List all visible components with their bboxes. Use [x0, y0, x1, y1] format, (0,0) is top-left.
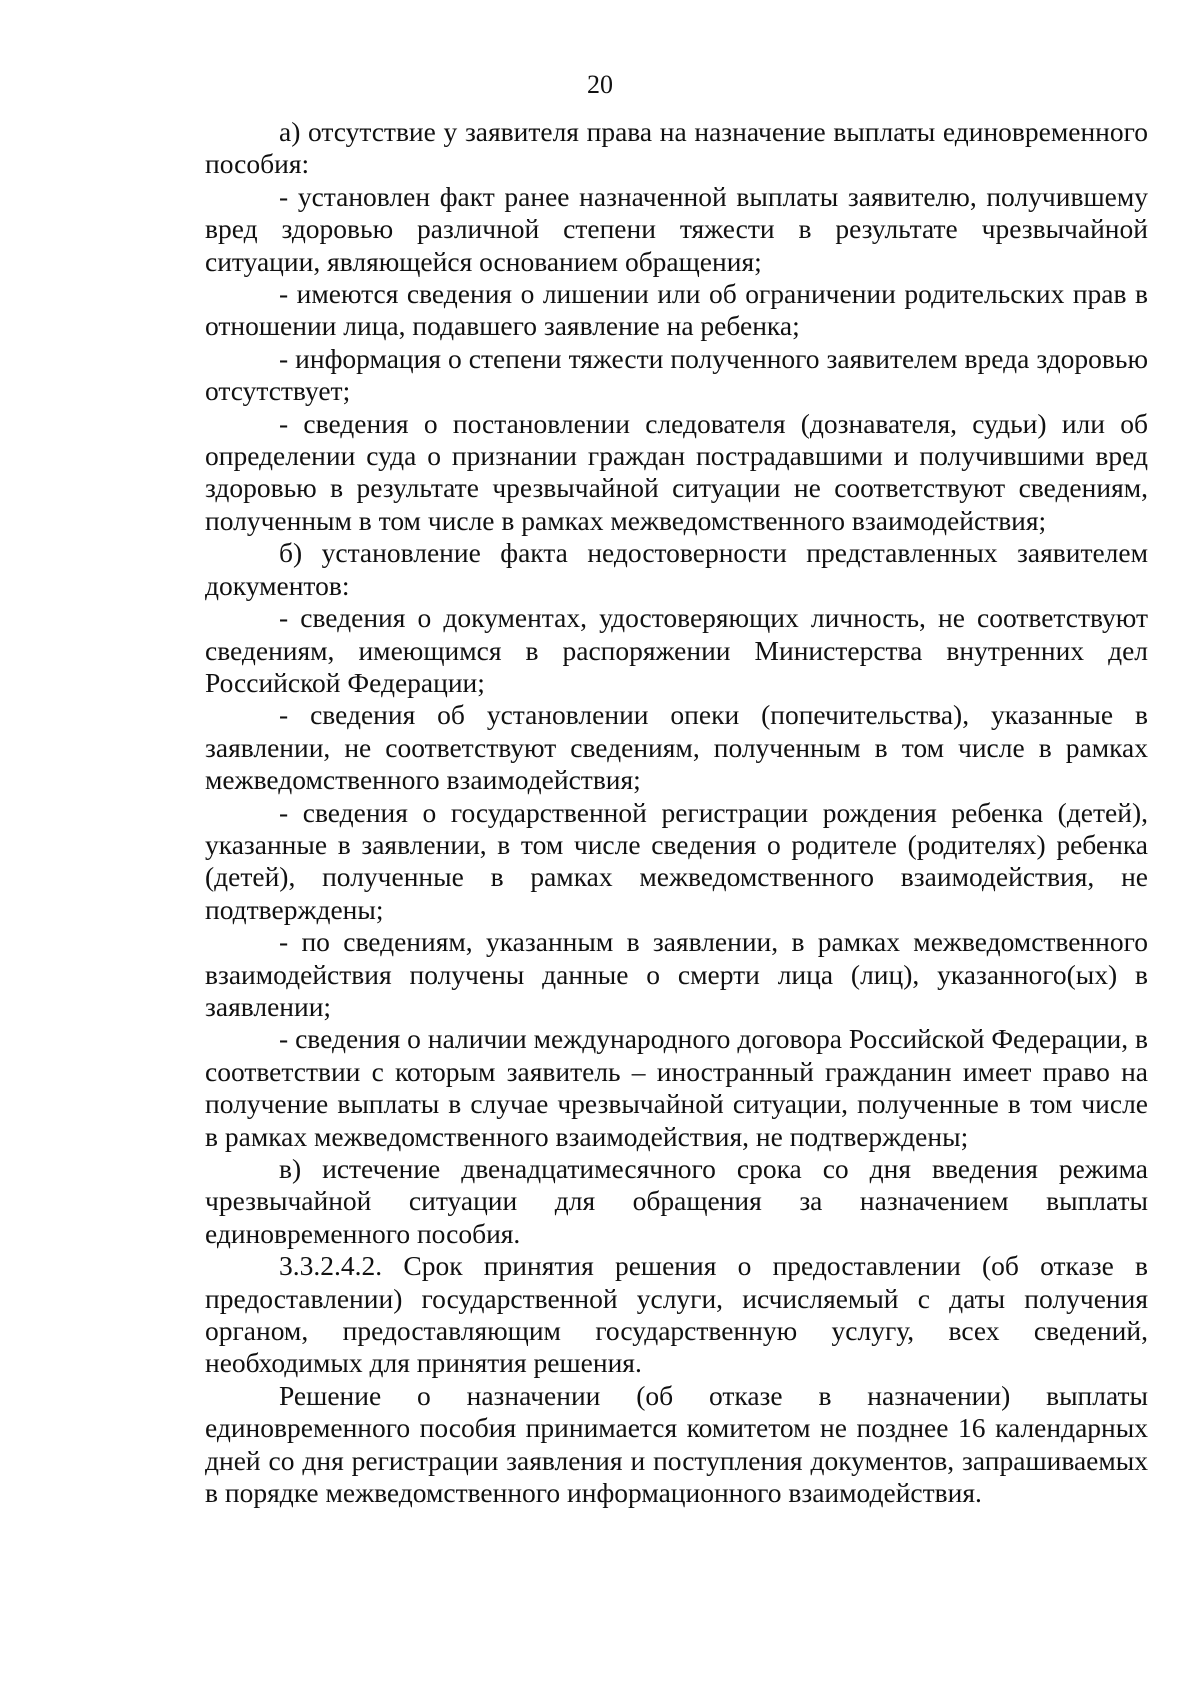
paragraph-b-unreliable-documents: б) установление факта недостоверности представленных заявителем документов: — [205, 537, 1148, 601]
list-item-investigator-decision: - сведения о постановлении следователя (дознавателя, судьи) или об определении суда о признании граждан пострадавшими и получившими вред здоровью в результате чрезвычайной ситуации не соответствуют сведениям, полученным в том числе в рамках межведомственного взаимодействия; — [205, 407, 1148, 536]
section-3-3-2-4-2: 3.3.2.4.2. Срок принятия решения о предоставлении (об отказе в предоставлении) государственной услуги, исчисляемый с даты получения органом, предоставляющим государственную услугу, всех сведений, необходимых для принятия решения. — [205, 1250, 1148, 1379]
page-number: 20 — [587, 70, 613, 99]
list-item-prior-payment: - установлен факт ранее назначенной выплаты заявителю, получившему вред здоровью различной степени тяжести в результате чрезвычайной ситуации, являющейся основанием обращения; — [205, 180, 1148, 277]
paragraph-a-absence-of-right: а) отсутствие у заявителя права на назначение выплаты единовременного пособия: — [205, 116, 1148, 180]
document-body — [205, 116, 1148, 1509]
paragraph-decision-term: Решение о назначении (об отказе в назначении) выплаты единовременного пособия принимается комитетом не позднее 16 календарных дней со дня регистрации заявления и поступления документов, запрашиваемых в порядке межведомственного информационного взаимодействия. — [205, 1379, 1148, 1509]
list-item-no-severity-info: - информация о степени тяжести полученного заявителем вреда здоровью отсутствует; — [205, 342, 1148, 407]
list-item-international-treaty: - сведения о наличии международного договора Российской Федерации, в соответствии с которым заявитель – иностранный гражданин имеет право на получение выплаты в случае чрезвычайной ситуации, полученные в том числе в рамках межведомственного взаимодействия, не подтверждены; — [205, 1023, 1148, 1152]
list-item-guardianship: - сведения об установлении опеки (попечительства), указанные в заявлении, не соответствуют сведениям, полученным в том числе в рамках межведомственного взаимодействия; — [205, 699, 1148, 796]
list-item-identity-documents: - сведения о документах, удостоверяющих личность, не соответствуют сведениям, имеющимся в распоряжении Министерства внутренних дел Российской Федерации; — [205, 602, 1148, 698]
list-item-birth-registration: - сведения о государственной регистрации рождения ребенка (детей), указанные в заявлении, в том числе сведения о родителе (родителях) ребенка (детей), полученные в рамках межведомственного взаимодействия, не подтверждены; — [205, 796, 1148, 925]
list-item-parental-rights: - имеются сведения о лишении или об ограничении родительских прав в отношении лица, подавшего заявление на ребенка; — [205, 278, 1148, 342]
list-item-death-data: - по сведениям, указанным в заявлении, в рамках межведомственного взаимодействия получены данные о смерти лица (лиц), указанного(ых) в заявлении; — [205, 926, 1148, 1022]
paragraph-c-deadline-expired: в) истечение двенадцатимесячного срока со дня введения режима чрезвычайной ситуации для обращения за назначением выплаты единовременного пособия. — [205, 1153, 1148, 1249]
